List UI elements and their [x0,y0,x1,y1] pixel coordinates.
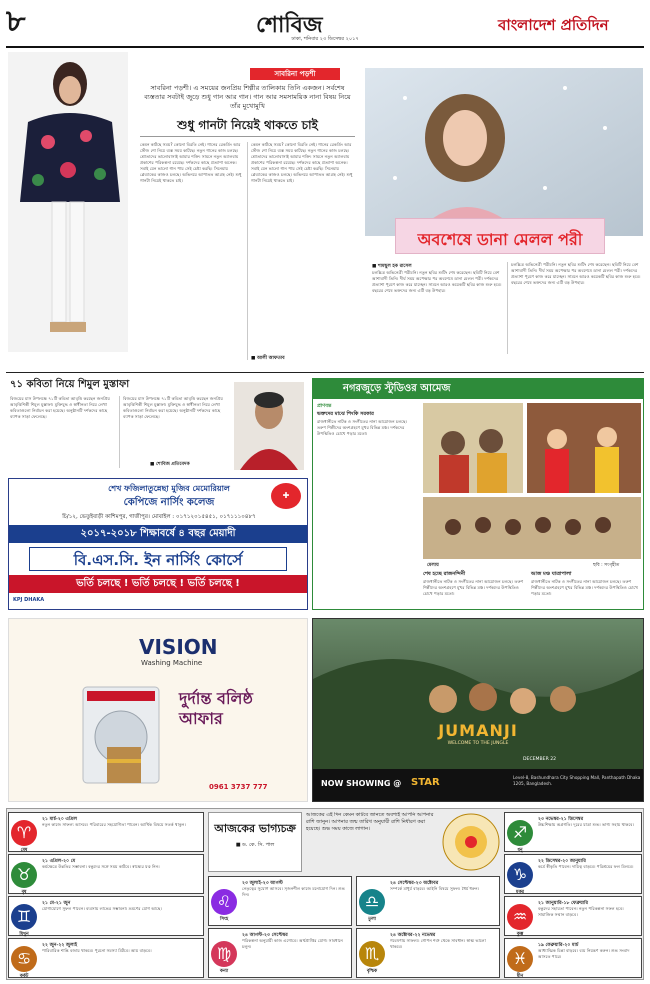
city-section [312,378,644,610]
sign-text: যোগাযোগে সুফল পাবেন। ব্যবসায় লাভের সম্ভাবনা। ভ্রমণের যোগ আছে। [42,906,162,911]
vision-slogan: দুর্দান্ত বলিষ্ঠ আফার [179,689,253,728]
sign-name: কর্কট [19,974,29,979]
zodiac-icon: ♎ [359,889,385,915]
nursing-batch: ২০১৭-২০১৮ শিক্ষাবর্ষে ৪ বছর মেয়াদী [9,525,307,543]
sign-name: কন্যা [219,969,229,974]
sign-dates: ২৩ জুলাই-২৩ আগস্ট [242,881,283,886]
feature-headline: শুধু গানটা নিয়েই থাকতে চাই [177,118,318,132]
sign-dates: ২১ মে-২১ জুন [42,901,71,906]
singer-photo [8,52,128,352]
side-body-col1: চলচ্চিত্র অভিনেত্রী পরীমনি। নতুন ছবির শুটিং শেষ করেছেন। ছবিটি নিয়ে বেশ আশাবাদী তিনি। দীর্ঘ সময় অপেক্ষার পর অবশেষে ডানা মেলল পরী। দর্শকদের প্রত্যাশা পূরণে কাজ করে যাচ্ছেন। সামনে আরও কয়েকটি ছবির কাজ শুরু হবে। বছরের শেষে ভক্তদের জন্য এটি বড় উপহার। [372,270,502,293]
horoscope-sign-11 [504,896,642,936]
city-sub1: শেষ হচ্ছে রাজনন্দিনী [423,571,466,577]
sign-name: সিংহ [219,917,229,922]
city-body-col2: রাজধানীতে নাটক ও সংগীতের নানা আয়োজন চলছে। তরুণ শিল্পীদের অংশগ্রহণে মুখর বিভিন্ন মঞ্চ। দর্শকদের উপস্থিতিও চোখে পড়ার মতো। [423,579,524,596]
zodiac-icon: ♈ [11,820,37,846]
sign-dates: ১৯ ফেব্রুয়ারি-২০ মার্চ [538,943,579,948]
sign-dates: ২৪ আগস্ট-২৩ সেপ্টেম্বর [242,933,288,938]
zodiac-icon: ♏ [359,941,385,967]
movie-poster-image [313,619,643,769]
washing-machine-image [79,677,163,787]
zodiac-icon: ♐ [507,820,533,846]
nursing-social[interactable]: KPJ DHAKA [13,597,45,603]
date-line: ঢাকা, শনিবার ২৩ ডিসেম্বর ২০১৭ [291,36,359,42]
city-photo-1 [423,403,523,493]
sign-dates: ২৪ অক্টোবর-২২ নভেম্বর [390,933,436,938]
zodiac-icon: ♌ [211,889,237,915]
horoscope-sign-10 [504,854,642,894]
city-body-col3: রাজধানীতে নাটক ও সংগীতের নানা আয়োজন চলছে। তরুণ শিল্পীদের অংশগ্রহণে মুখর বিভিন্ন মঞ্চ। দর্শকদের উপস্থিতিও চোখে পড়ার মতো। [531,579,638,596]
sign-dates: ২৩ নভেম্বর-২১ ডিসেম্বর [538,817,584,822]
page-number: ৮ [6,4,26,39]
city-sub2: আজ মঞ্চ যাত্রাপালা [531,571,572,577]
vision-hotline: 0961 3737 777 [209,783,268,791]
zodiac-icon: ♍ [211,941,237,967]
horoscope-sign-6 [208,928,352,978]
section-title: শোবিজ [256,12,323,38]
sign-name: বৃশ্চিক [366,969,378,974]
now-showing-label: NOW SHOWING @ [321,779,402,788]
nursing-course: বি.এস.সি. ইন নার্সিং কোর্সে [29,547,287,571]
star-cineplex-logo: STAR [411,777,440,788]
sign-dates: ২২ ডিসেম্বর-২০ জানুয়ারি [538,859,586,864]
side-byline: ■ শামছুল হক রাসেল [372,264,412,269]
side-body-col2: চলচ্চিত্র অভিনেত্রী পরীমনি। নতুন ছবির শুটিং শেষ করেছেন। ছবিটি নিয়ে বেশ আশাবাদী তিনি। দীর্ঘ সময় অপেক্ষার পর অবশেষে ডানা মেলল পরী। দর্শকদের প্রত্যাশা পূরণে কাজ করে যাচ্ছেন। সামনে আরও কয়েকটি ছবির কাজ শুরু হবে। বছরের শেষে ভক্তদের জন্য এটি বড় উপহার। [511,262,641,285]
sign-dates: ২১ জানুয়ারি-১৮ ফেব্রুয়ারি [538,901,589,906]
nursing-ad[interactable] [8,478,308,610]
feature-body-col2: কেমন কাটছে সময়? কোনো বিরতি নেই। গানের রেকর্ডিং আর স্টেজ শো নিয়ে ব্যস্ত সময় কাটছে। নতুন গানের কাজ চলছে। শ্রোতাদের ভালোবাসাই আমার শক্তি। সামনে নতুন অ্যালবাম প্রকাশের পরিকল্পনা রয়েছে। দর্শকদের কাছে প্রত্যাশা অনেক। সবাই যেন ভালো গান পায় সেই চেষ্টা করছি। সিনেমায় প্লেব্যাকের কাজও চলছে। অভিনয়ে আপাতত আগ্রহ নেই। শুধু গানটা নিয়েই থাকতে চাই। [251,142,353,183]
reciter-photo [234,382,304,470]
sign-text: নেতৃত্বের সুযোগ আসবে। সৃজনশীল কাজে মনোযোগ দিন। শুভ দিন। [242,886,345,897]
column-divider [119,396,120,468]
feature-rule [140,136,355,137]
zodiac-wheel-image [440,812,502,872]
vision-sub: Washing Machine [141,659,203,667]
actress-photo [365,68,643,236]
city-title-bar [313,379,643,399]
sign-name: মেষ [20,848,28,853]
feature-lead: সাবরিনা পড়শী। এ সময়ের জনপ্রিয় শিল্পীর তালিকায় তিনি একজন। সর্বশেষ ব্যস্ততার সবটাই জুড়ে শুধু গান আর গান। গান আর সমসাময়িক নানা বিষয় নিয়ে তাঁর মুখোমুখি [144,84,351,110]
movie-address: Level-8, Bashundhara City Shopping Mall, Panthapath Dhaka 1205, Bangladesh. [513,775,641,786]
movie-tagline: WELCOME TO THE JUNGLE [447,741,509,746]
sign-text: কর্মে স্বীকৃতি পাবেন। দায়িত্ব বাড়বে। পরিশ্রমের ফল মিলবে। [538,864,634,869]
zodiac-icon: ♑ [507,862,533,888]
horoscope-sign-2 [8,854,204,894]
sign-dates: ২৪ সেপ্টেম্বর-২৩ অক্টোবর [390,881,439,886]
nursing-address: চি/১২, ভেতুইবাড়ী কাশিমপুর, গাজীপুর। মোবাইল : ০১৭১২০১৫৪৫১, ০১৭১১১০৪৮৭ [62,514,256,520]
sign-name: বৃষ [21,890,27,895]
zodiac-icon: ♊ [11,904,37,930]
city-caption-1: মেলায় [427,563,439,568]
city-photo-2 [527,403,641,493]
column-divider [247,142,248,360]
nursing-admission: ভর্তি চলছে ! ভর্তি চলছে ! ভর্তি চলছে ! [9,575,307,593]
sign-text: পারিবারিক শান্তি বজায় থাকবে। পুরনো সমস্যা মিটবে। আয় বাড়বে। [42,948,152,953]
vision-brand: VISION [139,635,218,659]
side-headline: অবশেষে ডানা মেলল পরী [417,230,583,249]
horoscope-sign-9 [504,812,642,852]
feature-body-col1: কেমন কাটছে সময়? কোনো বিরতি নেই। গানের রেকর্ডিং আর স্টেজ শো নিয়ে ব্যস্ত সময় কাটছে। নতুন গানের কাজ চলছে। শ্রোতাদের ভালোবাসাই আমার শক্তি। সামনে নতুন অ্যালবাম প্রকাশের পরিকল্পনা রয়েছে। দর্শকদের কাছে প্রত্যাশা অনেক। সবাই যেন ভালো গান পায় সেই চেষ্টা করছি। সিনেমায় প্লেব্যাকের কাজও চলছে। অভিনয়ে আপাতত আগ্রহ নেই। শুধু গানটা নিয়েই থাকতে চাই। [140,142,242,183]
sign-name: মিথুন [19,932,29,937]
vision-ad[interactable] [8,618,308,802]
horoscope-sign-12 [504,938,642,978]
movie-ad[interactable] [312,618,644,802]
sign-name: মীন [516,974,524,979]
sign-dates: ২১ মার্চ-২০ এপ্রিল [42,817,78,822]
movie-title: JUMANJI [438,721,518,740]
feature-kicker: সাবরিনা পড়শী [250,68,340,80]
poem-headline: ৭১ কবিতা নিয়ে শিমুল মুস্তাফা [10,379,130,390]
horoscope-author: ■ ড. কে. সি. পাল [235,842,275,848]
sign-name: মকর [516,890,524,895]
side-headline-box [395,218,605,254]
zodiac-icon: ♓ [507,946,533,972]
horoscope-intro: আজকের এই দিন কেমন কাটবে জানতে অবশ্যই আপনি আপনার রাশি জানুন। আপনার জন্ম তারিখ অনুযায়ী রাশি নির্ধারণ করা হয়েছে। শুভ সময় কাজে লাগান। [306,812,434,832]
sign-name: তুলা [368,917,376,922]
header-rule [6,46,644,48]
city-body-col1: রাজধানীতে নাটক ও সংগীতের নানা আয়োজন চলছে। তরুণ শিল্পীদের অংশগ্রহণে মুখর বিভিন্ন মঞ্চ। দর্শকদের উপস্থিতিও চোখে পড়ার মতো। [317,419,408,436]
nursing-line2: কেপিজে নার্সিং কলেজ [123,497,215,508]
horoscope-sign-8 [356,928,500,978]
nursing-line1: শেখ ফজিলাতুন্নেছা মুজিব মেমোরিয়াল [108,484,230,493]
movie-date: DECEMBER 22 [523,757,557,762]
sign-text: সম্পর্কে মাধুর্য বাড়বে। আইনি বিষয়ে সুফল। ধৈর্য ধরুন। [390,886,480,891]
masthead-logo: বাংলাদেশ প্রতিদিন [498,16,609,34]
sign-dates: ২১ এপ্রিল-২০ মে [42,859,76,864]
feature-byline: ■ আলী আফতাব [251,356,285,361]
city-item2: ভক্তদের মাঝে পিংকি সরকার [317,411,374,417]
city-item1: প্রাণবন্ত [317,403,332,409]
sign-text: উচ্চশিক্ষায় অগ্রগতি। দূরের যাত্রা শুভ। ভাগ্য সহায় থাকবে। [538,822,634,827]
sign-dates: ২২ জুন-২২ জুলাই [42,943,78,948]
section-rule [6,372,644,373]
college-logo-icon: ✚ [271,483,301,509]
sign-text: গবেষণায় সাফল্য। গোপন শত্রু থেকে সাবধান। স্বাস্থ্য ভালো থাকবে। [390,938,486,949]
sign-text: বন্ধুদের সহায়তা পাবেন। নতুন পরিকল্পনা সফল হবে। সামাজিক সম্মান বাড়বে। [538,906,624,917]
sign-text: আধ্যাত্মিক চিন্তা বাড়বে। ব্যয় নিয়ন্ত্রণ করুন। শুভ সংবাদ আসতে পারে। [538,948,630,959]
poem-byline: ■ শোবিজ প্রতিবেদক [150,462,190,467]
horoscope-title-box [208,812,302,872]
horoscope-sign-4 [8,938,204,978]
column-divider [507,262,508,354]
horoscope-sign-5 [208,876,352,926]
zodiac-icon: ♒ [507,904,533,930]
now-showing-bar [313,769,643,801]
city-title: নগরজুড়ে স্টুডিওর আমেজ [343,383,451,394]
sign-text: নতুন কাজে সাফল্য আসবে। পরিবারের সহযোগিতা পাবেন। আর্থিক বিষয়ে সতর্ক থাকুন। [42,822,186,827]
horoscope-title: আজকের ভাগ্যচক্র [214,822,296,835]
poem-body-col1: বিজয়ের মাস উপলক্ষে ৭১টি কবিতা আবৃত্তি করছেন জনপ্রিয় আবৃত্তিশিল্পী শিমুল মুস্তাফা। মুক্তিযুদ্ধ ও স্বাধীনতা নিয়ে লেখা কবিতাগুলো নির্বাচন করা হয়েছে। অনুষ্ঠানটি দর্শকদের কাছে ব্যাপক সাড়া ফেলেছে। [10,396,110,419]
horoscope-sign-7 [356,876,500,926]
zodiac-icon: ♉ [11,862,37,888]
horoscope-sign-1 [8,812,204,852]
sign-text: কর্মক্ষেত্রে উন্নতির সম্ভাবনা। বন্ধুদের সঙ্গে সময় কাটবে। স্বাস্থ্যের যত্ন নিন। [42,864,160,869]
sign-name: ধনু [517,848,523,853]
poem-body-col2: বিজয়ের মাস উপলক্ষে ৭১টি কবিতা আবৃত্তি করছেন জনপ্রিয় আবৃত্তিশিল্পী শিমুল মুস্তাফা। মুক্তিযুদ্ধ ও স্বাধীনতা নিয়ে লেখা কবিতাগুলো নির্বাচন করা হয়েছে। অনুষ্ঠানটি দর্শকদের কাছে ব্যাপক সাড়া ফেলেছে। [123,396,223,419]
horoscope-sign-3 [8,896,204,936]
city-photo-3 [423,497,641,559]
sign-name: কুম্ভ [516,932,524,937]
zodiac-icon: ♋ [11,946,37,972]
city-caption-2: ছবি : সংগৃহীত [593,563,620,568]
sign-text: পরিকল্পনা অনুযায়ী কাজ এগোবে। অর্থপ্রাপ্তির যোগ। সাবধানে চলুন। [242,938,343,949]
